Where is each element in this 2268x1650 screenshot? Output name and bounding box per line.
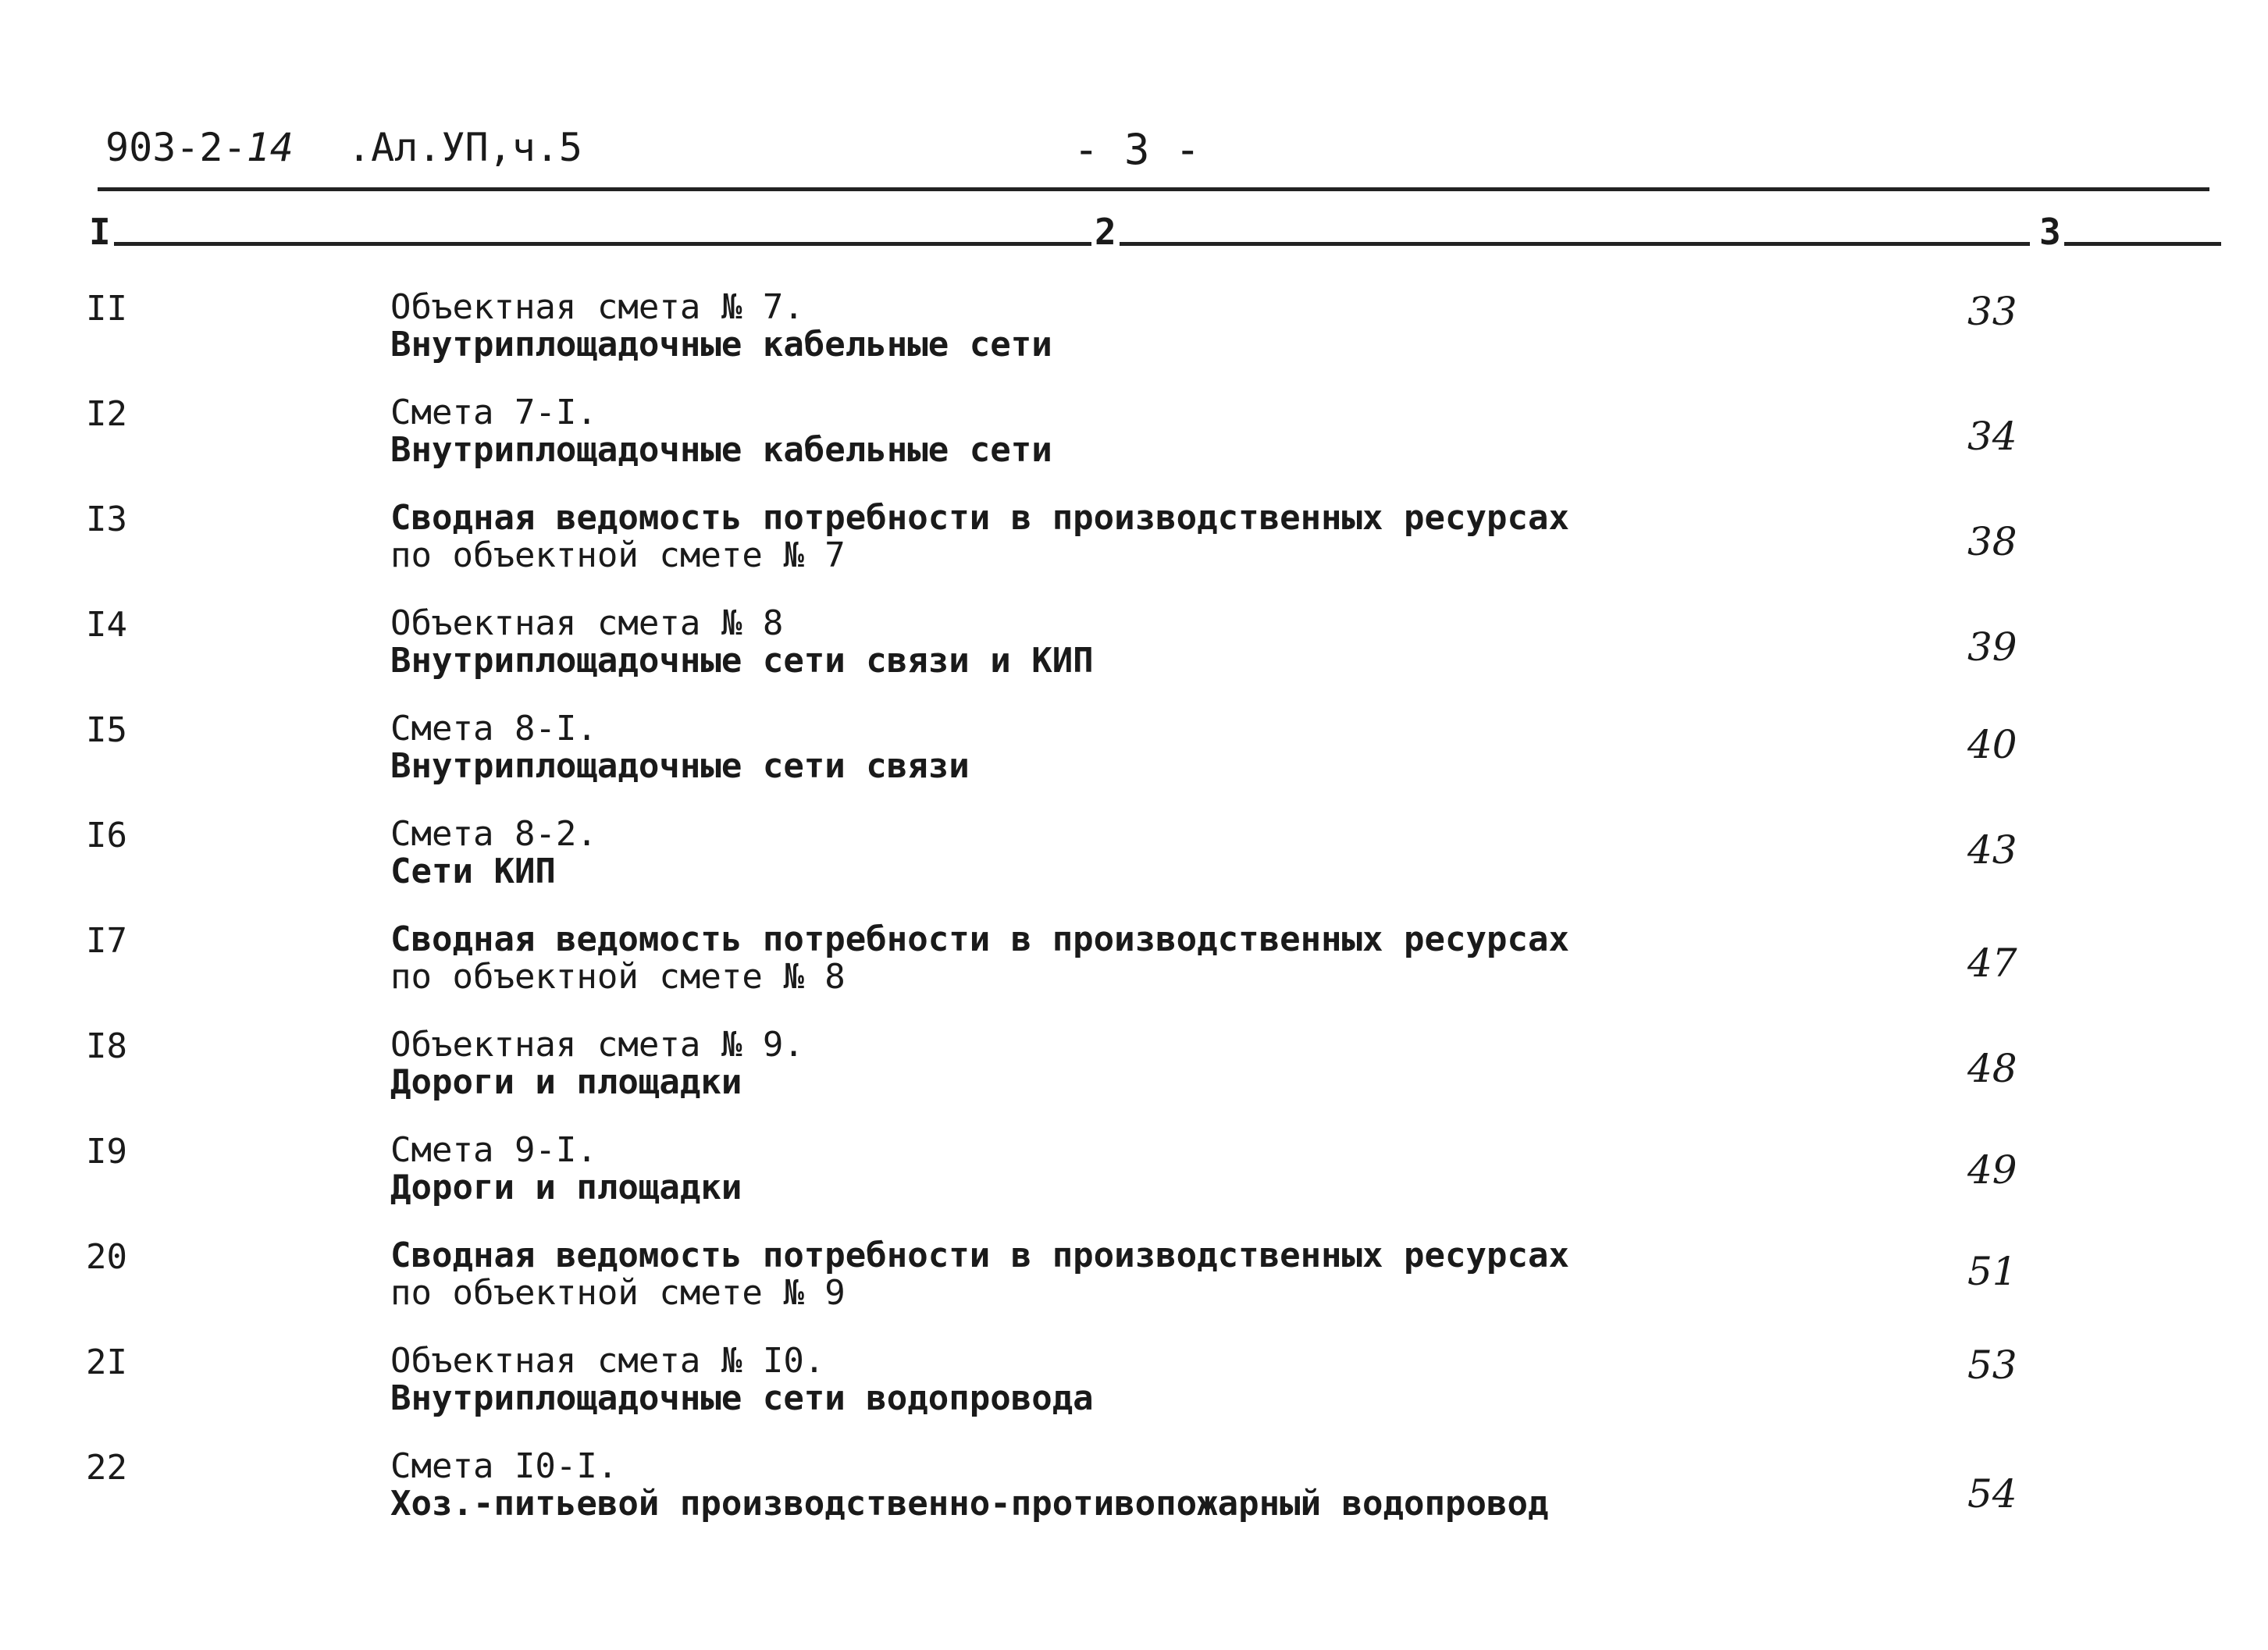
row-title: [390, 605, 1094, 680]
row-title-line-1: Смета 7-I.: [390, 393, 597, 432]
row-title-line-2: по объектной смете № 9: [390, 1273, 846, 1313]
row-title: [390, 1026, 804, 1101]
row-number: I5: [86, 710, 127, 750]
page-number: - 3 -: [1073, 125, 1201, 174]
row-title-line-1: Смета I0-I.: [390, 1446, 618, 1486]
table-row: [0, 816, 2268, 909]
row-number: I7: [86, 921, 127, 961]
row-title-line-2: Внутриплощадочные сети связи: [390, 746, 970, 786]
row-page: 54: [1967, 1471, 2017, 1517]
document-code-prefix: 903-2-: [105, 125, 247, 170]
table-row: [0, 394, 2268, 488]
row-title-line-2: по объектной смете № 8: [390, 957, 846, 997]
column-header-3: 3: [2036, 211, 2064, 253]
table-row: [0, 1448, 2268, 1542]
row-title-line-1: Объектная смета № I0.: [390, 1341, 825, 1381]
row-page: 39: [1967, 624, 2017, 670]
table-row: [0, 921, 2268, 1015]
row-title: [390, 1342, 1094, 1417]
row-page: 53: [1967, 1342, 2017, 1388]
row-title-line-1: Смета 9-I.: [390, 1130, 597, 1170]
row-page: 40: [1967, 722, 2017, 767]
table-row: [0, 605, 2268, 699]
row-number: 22: [86, 1448, 127, 1488]
row-page: 51: [1967, 1249, 2017, 1294]
row-title-line-2: Дороги и площадки: [390, 1168, 742, 1207]
table-row: [0, 1237, 2268, 1331]
header-rule: [98, 187, 2209, 191]
row-page: 33: [1967, 289, 2017, 334]
row-title: [390, 500, 1569, 574]
row-title: [390, 1448, 1548, 1523]
row-title: [390, 816, 597, 891]
column-header-1: I: [86, 211, 114, 253]
row-title: [390, 1132, 742, 1207]
column-rule-left: [101, 242, 1093, 246]
column-rule-middle: [1116, 242, 2030, 246]
document-code-handwritten: 14: [246, 125, 294, 170]
row-title-line-2: Внутриплощадочные кабельные сети: [390, 430, 1052, 470]
column-header-2: 2: [1091, 211, 1120, 253]
row-title: [390, 394, 1052, 469]
table-row: [0, 1026, 2268, 1120]
row-title-line-1: Сводная ведомость потребности в производственных ресурсах: [390, 1236, 1569, 1275]
table-row: [0, 1342, 2268, 1436]
row-title-line-2: Внутриплощадочные сети водопровода: [390, 1378, 1094, 1418]
row-number: I6: [86, 816, 127, 855]
column-rule-right: [2061, 242, 2221, 246]
row-page: 48: [1967, 1046, 2017, 1091]
row-page: 38: [1967, 519, 2017, 564]
row-title-line-1: Объектная смета № 9.: [390, 1025, 804, 1065]
document-part: .Ал.УП,ч.5: [347, 125, 583, 170]
row-title-line-2: Сети КИП: [390, 852, 556, 891]
row-number: I8: [86, 1026, 127, 1066]
document-code: [105, 125, 294, 170]
row-page: 34: [1967, 414, 2017, 459]
row-title-line-2: по объектной смете № 7: [390, 535, 846, 575]
row-page: 43: [1967, 827, 2017, 873]
row-title-line-2: Внутриплощадочные сети связи и КИП: [390, 641, 1094, 681]
row-page: 47: [1967, 941, 2017, 986]
table-row: [0, 289, 2268, 382]
row-title: [390, 289, 1052, 364]
row-number: I4: [86, 605, 127, 645]
row-title-line-2: Дороги и площадки: [390, 1062, 742, 1102]
page-header: [105, 125, 2213, 187]
row-title-line-2: Внутриплощадочные кабельные сети: [390, 325, 1052, 364]
row-number: 20: [86, 1237, 127, 1277]
row-title-line-1: Смета 8-I.: [390, 709, 597, 749]
row-number: I3: [86, 500, 127, 539]
row-number: I2: [86, 394, 127, 434]
row-title-line-1: Объектная смета № 7.: [390, 287, 804, 327]
row-title: [390, 921, 1569, 996]
row-number: II: [86, 289, 127, 329]
row-title-line-2: Хоз.-питьевой производственно-противопожарный водопровод: [390, 1484, 1549, 1524]
row-title: [390, 710, 970, 785]
row-number: 2I: [86, 1342, 127, 1382]
row-title-line-1: Объектная смета № 8: [390, 603, 784, 643]
column-header-row: [86, 211, 2221, 265]
table-row: [0, 710, 2268, 804]
table-row: [0, 1132, 2268, 1225]
table-row: [0, 500, 2268, 593]
row-title-line-1: Сводная ведомость потребности в производственных ресурсах: [390, 919, 1569, 959]
row-title-line-1: Сводная ведомость потребности в производственных ресурсах: [390, 498, 1569, 538]
row-number: I9: [86, 1132, 127, 1172]
row-title: [390, 1237, 1569, 1312]
row-page: 49: [1967, 1147, 2017, 1193]
row-title-line-1: Смета 8-2.: [390, 814, 597, 854]
